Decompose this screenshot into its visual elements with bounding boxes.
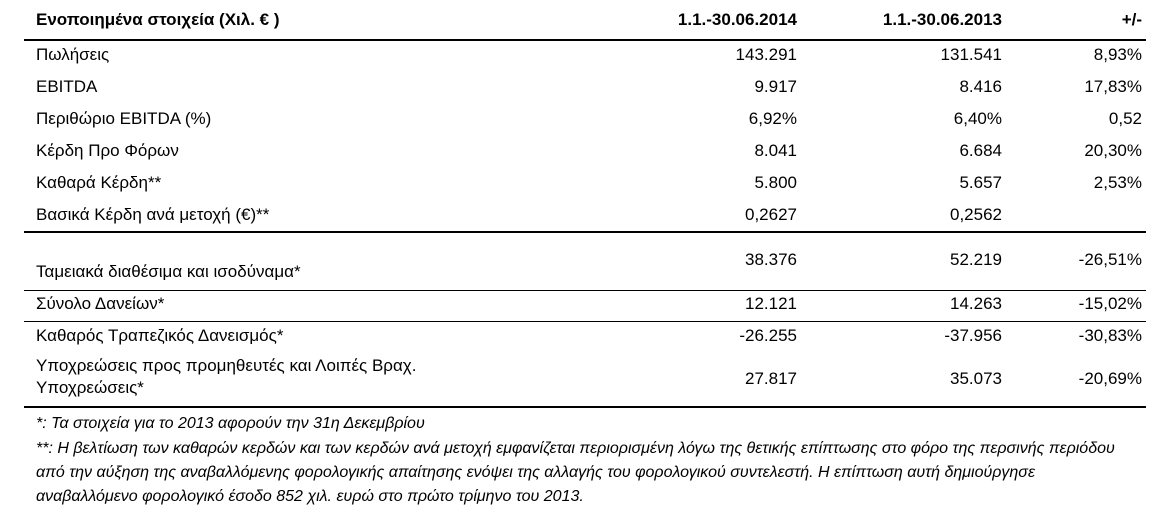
column-header-change: +/- xyxy=(1121,10,1142,29)
row-label xyxy=(36,355,416,399)
value-2013: 6,40% xyxy=(953,109,1002,128)
column-header-2014: 1.1.-30.06.2014 xyxy=(677,10,797,29)
value-change: -26,51% xyxy=(1078,250,1142,269)
value-2013: 5.657 xyxy=(959,173,1002,192)
table-row-ebitda-margin xyxy=(36,109,1146,141)
value-2014: 6,92% xyxy=(748,109,797,128)
table-row-net-profit xyxy=(36,173,1146,205)
value-2013: 6.684 xyxy=(959,141,1002,160)
table-row-cash xyxy=(36,236,1146,288)
value-2013: 52.219 xyxy=(950,250,1002,269)
row-label: Σύνολο Δανείων* xyxy=(36,294,165,313)
value-change: -15,02% xyxy=(1078,294,1142,313)
value-2014: 38.376 xyxy=(745,250,797,269)
row-rule xyxy=(24,290,1146,291)
row-label: Καθαρός Τραπεζικός Δανεισμός* xyxy=(36,326,284,345)
value-change: 20,30% xyxy=(1084,141,1142,160)
value-2014: 5.800 xyxy=(754,173,797,192)
table-row-pretax-profit xyxy=(36,141,1146,173)
row-label: Ταμειακά διαθέσιμα και ισοδύναμα* xyxy=(36,262,301,281)
row-label: Καθαρά Κέρδη** xyxy=(36,173,162,192)
section-rule xyxy=(24,231,1146,233)
value-2013: -37.956 xyxy=(944,326,1002,345)
column-header-2013: 1.1.-30.06.2013 xyxy=(882,10,1002,29)
value-2014: -26.255 xyxy=(739,326,797,345)
table-row-ebitda xyxy=(36,77,1146,109)
value-2014: 12.121 xyxy=(745,294,797,313)
value-2014: 0,2627 xyxy=(745,205,797,224)
value-change: 8,93% xyxy=(1093,45,1142,64)
row-rule xyxy=(24,321,1146,322)
value-change: -30,83% xyxy=(1078,326,1142,345)
table-row-sales xyxy=(36,45,1146,77)
row-label: Περιθώριο EBITDA (%) xyxy=(36,109,212,128)
row-label: Βασικά Κέρδη ανά μετοχή (€)** xyxy=(36,205,270,224)
row-label-line2: Υποχρεώσεις* xyxy=(36,378,144,397)
footnote-2: **: Η βελτίωση των καθαρών κερδών και των κερδών ανά μετοχή εμφανίζεται περιορισμένη λόγω της θετικής επίπτωσης στο φόρο της περσινής περιόδου από την αύξηση της αναβαλλόμενης φορολογικής απαίτησης ενόψει της αλλαγής του φορολογικού συντελεστή. Η επίπτωση αυτή δημιούργησε αναβαλλόμενο φορολογικό έσοδο 852 χιλ. ευρώ στο πρώτο τρίμηνο του 2013. xyxy=(36,440,1115,505)
table-bottom-rule xyxy=(24,406,1146,408)
value-2014: 143.291 xyxy=(735,45,797,64)
value-2013: 8.416 xyxy=(959,77,1002,96)
row-label: Κέρδη Προ Φόρων xyxy=(36,141,179,160)
table-header xyxy=(36,10,1146,42)
table-row-net-bank-borrowing xyxy=(36,326,1146,358)
value-2014: 8.041 xyxy=(754,141,797,160)
value-2014: 9.917 xyxy=(754,77,797,96)
value-2013: 35.073 xyxy=(950,369,1002,388)
value-change: 2,53% xyxy=(1093,173,1142,192)
footnote-1: *: Τα στοιχεία για το 2013 αφορούν την 31η Δεκεμβρίου xyxy=(36,415,425,432)
table-row-payables xyxy=(36,355,1146,403)
value-change: 0,52 xyxy=(1108,109,1142,128)
value-change: -20,69% xyxy=(1078,369,1142,388)
row-label: EBITDA xyxy=(36,77,98,96)
table-title: Ενοποιημένα στοιχεία (Χιλ. € ) xyxy=(36,10,280,29)
row-label: Πωλήσεις xyxy=(36,45,110,64)
value-2013: 0,2562 xyxy=(950,205,1002,224)
value-change: 17,83% xyxy=(1084,77,1142,96)
value-2013: 14.263 xyxy=(950,294,1002,313)
value-2013: 131.541 xyxy=(940,45,1002,64)
value-2014: 27.817 xyxy=(745,369,797,388)
row-label-line1: Υποχρεώσεις προς προμηθευτές και Λοιπές Βραχ. xyxy=(36,356,417,375)
header-rule xyxy=(24,39,1146,41)
